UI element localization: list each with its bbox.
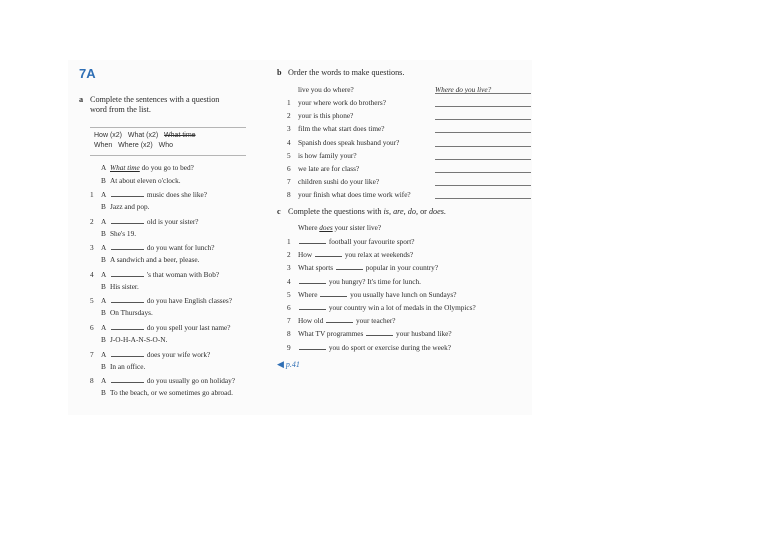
a-item-8-question: 8 A do you usually go on holiday? [90,376,235,386]
answer-line-7[interactable] [435,185,531,186]
answer-blank[interactable] [111,322,144,330]
word-who: Who [158,142,174,149]
answer-blank[interactable] [111,349,144,357]
section-c-instruction: c Complete the questions with is, are, do, or does. [277,207,446,216]
c-item-7: 7 How old your teacher? [287,316,396,326]
answer-line-3[interactable] [435,132,531,133]
back-arrow-icon: ◀ [277,359,284,369]
section-c-example: Where does your sister live? [298,223,382,232]
answer-blank[interactable] [111,216,144,224]
answer-line-1[interactable] [435,106,531,107]
b-item-8: 8 your finish what does time work wife? [287,190,411,200]
a-item-2-answer: B She's 19. [101,228,137,238]
section-a-letter: a [79,95,84,104]
word-what: What (x2) [127,132,159,139]
a-item-4-answer: B His sister. [101,281,139,291]
section-b-instruction: b Order the words to make questions. [277,68,405,77]
b-item-4: 4 Spanish does speak husband your? [287,137,400,147]
a-item-3-answer: B A sandwich and a beer, please. [101,255,200,265]
answer-blank[interactable] [326,315,353,323]
answer-line-2[interactable] [435,119,531,120]
b-item-2: 2 your is this phone? [287,111,354,121]
a-item-6-question: 6 A do you spell your last name? [90,323,231,332]
a-item-7-question: 7 A does your wife work? [90,349,211,359]
answer-line-6[interactable] [435,172,531,173]
a-item-5-answer: B On Thursdays. [101,308,153,318]
unit-title: 7A [79,66,96,81]
answer-blank[interactable] [299,342,326,350]
answer-line-5[interactable] [435,159,531,160]
answer-line-example [435,93,531,94]
b-item-1: 1 your where work do brothers? [287,98,386,107]
c-item-4: 4 you hungry? It's time for lunch. [287,276,421,286]
answer-blank[interactable] [315,249,342,257]
answer-blank[interactable] [111,295,144,303]
c-item-2: 2 How you relax at weekends? [287,250,414,260]
answer-blank[interactable] [299,302,326,310]
section-b-example-answer: Where do you live? [435,85,492,94]
a-item-5-question: 5 A do you have English classes? [90,296,232,306]
section-c-letter: c [277,207,281,216]
word-when: When [94,142,113,149]
example-question: A What time do you go to bed? [101,163,194,172]
answer-line-8[interactable] [435,198,531,199]
c-item-6: 6 your country win a lot of medals in the Olympics? [287,303,476,312]
word-what-time: What time [164,132,196,139]
c-item-8: 8 What TV programmes your husband like? [287,329,452,339]
answer-blank[interactable] [111,189,144,197]
answer-blank[interactable] [336,262,363,270]
word-where: Where (x2) [118,142,153,149]
section-a-instruction: a Complete the sentences with a question word from the list. [79,95,220,114]
a-item-6-answer: B J-O-H-A-N-S-O-N. [101,335,168,344]
answer-line-4[interactable] [435,146,531,147]
a-item-8-answer: B To the beach, or we sometimes go abroad. [101,388,233,398]
section-b-letter: b [277,68,282,77]
word-how: How (x2) [94,132,123,139]
c-item-3: 3 What sports popular in your country? [287,263,439,273]
c-item-1: 1 football your favourite sport? [287,237,415,246]
answer-blank[interactable] [111,269,144,277]
answer-blank[interactable] [299,236,326,244]
word-list-box [90,127,246,156]
section-b-example-words: live you do where? [298,85,354,94]
b-item-5: 5 is how family your? [287,150,357,160]
b-item-7: 7 children sushi do your like? [287,177,380,187]
example-answer: B At about eleven o'clock. [101,176,181,185]
a-item-3-question: 3 A do you want for lunch? [90,243,215,253]
answer-blank[interactable] [299,276,326,284]
a-item-1-answer: B Jazz and pop. [101,202,150,211]
answer-blank[interactable] [320,289,347,297]
a-item-2-question: 2 A old is your sister? [90,216,199,226]
c-item-5: 5 Where you usually have lunch on Sundays? [287,289,457,299]
answer-blank[interactable] [111,375,144,383]
c-item-9: 9 you do sport or exercise during the week? [287,342,452,352]
answer-blank[interactable] [111,242,144,250]
b-item-6: 6 we late are for class? [287,164,360,173]
b-item-3: 3 film the what start does time? [287,124,385,134]
a-item-7-answer: B In an office. [101,361,146,371]
a-item-4-question: 4 A 's that woman with Bob? [90,269,220,279]
a-item-1-question: 1 A music does she like? [90,190,208,199]
page-reference[interactable]: ◀ p.41 [277,359,300,369]
answer-blank[interactable] [366,328,393,336]
